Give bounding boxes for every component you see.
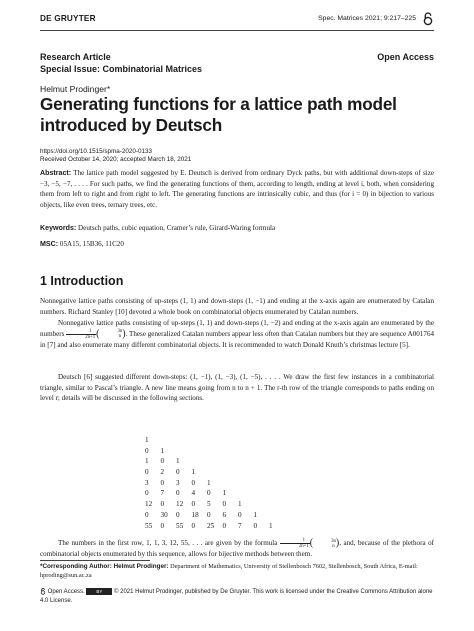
triangle-cell: 0: [145, 510, 149, 519]
open-access-text: Open Access.: [47, 589, 85, 596]
paragraph-4-text-a: The numbers in the first row, 1, 1, 3, 12, 55, . . . are given by the formula: [58, 539, 278, 548]
triangle-cell: 3: [145, 478, 149, 487]
triangle-row: [145, 468, 285, 479]
publisher-name: DE GRUYTER: [40, 14, 96, 23]
footnote-label: *Corresponding Author: Helmut Prodinger:: [40, 563, 169, 570]
msc-codes: [40, 240, 434, 248]
triangle-cell: 12: [145, 500, 153, 509]
triangle-cell: 0: [238, 510, 242, 519]
triangle-row: [145, 479, 285, 490]
paragraph-4-text-b: , and, because of the plethora of combinatorial objects enumerated by this sequence, allows for bijective methods between them.: [40, 539, 434, 558]
triangle-cell: 7: [238, 521, 242, 530]
triangle-cell: 25: [207, 521, 215, 530]
triangle-cell: 4: [191, 489, 196, 498]
keywords-text: Deutsch paths, cubic equation, Cramer’s rule, Girard-Waring formula: [78, 224, 276, 232]
triangle-cell: 3: [176, 478, 180, 487]
triangle-cell: 0: [207, 489, 211, 498]
triangle-cell: 0: [253, 521, 258, 530]
triangle-cell: 0: [160, 521, 165, 530]
formula-fraction-2: $\frac{1}{2n+1}$: [280, 538, 310, 549]
triangle-row: [145, 489, 285, 500]
license-line: [40, 588, 434, 605]
paragraph-2-text-b: . These generalized Catalan numbers appear less often than Catalan numbers but they are sequence A001764 in [7] and also enumerate many different combinatorial objects. It is recommended to watch Donald Knuth’s christmas lecture [5].: [40, 329, 434, 349]
abstract-label: Abstract:: [40, 169, 72, 177]
triangle-cell: 55: [145, 521, 153, 530]
open-access-icon-small: [40, 588, 46, 595]
triangle-cell: 12: [176, 500, 184, 509]
triangle-row: [145, 522, 285, 533]
triangle-cell: 0: [145, 489, 149, 498]
open-access-label: Open Access: [377, 52, 434, 62]
triangle-cell: 0: [145, 468, 149, 477]
triangle-cell: 0: [160, 500, 165, 509]
footnote: [40, 562, 434, 580]
msc-text: 05A15, 15B36, 11C20: [59, 240, 124, 248]
triangle-cell: 0: [176, 468, 180, 477]
author-name: Helmut Prodinger*: [40, 84, 111, 94]
triangle-cell: 0: [191, 500, 196, 509]
triangle-row: [145, 511, 285, 522]
paper-title: Generating functions for a lattice path model introduced by Deutsch: [40, 94, 397, 135]
triangle-cell: 0: [160, 478, 165, 487]
triangle-row: [145, 436, 285, 447]
triangle-cell: 30: [160, 510, 168, 519]
journal-reference: Spec. Matrices 2021; 9:217–225: [318, 15, 416, 22]
footnote-text: Department of Mathematics, University of Stellenbosch 7602, Stellenbosch, South Africa, E-mail: hproding@sun.ac.za: [40, 563, 418, 579]
formula-binomial-2: 3n n: [331, 538, 336, 549]
triangle-cell: 1: [207, 478, 211, 487]
triangle-cell: 18: [191, 510, 199, 519]
triangle-cell: 0: [207, 510, 211, 519]
triangle-cell: 0: [176, 510, 180, 519]
triangle-cell: 55: [176, 521, 184, 530]
license-text: © 2021 Helmut Prodinger, published by De Gruyter. This work is licensed under the Creative Commons Attribution alone 4.0 License.: [40, 589, 433, 604]
triangle-row: [145, 447, 285, 458]
keywords: [40, 224, 434, 232]
combinatorial-triangle: [145, 436, 285, 532]
footnote-divider: [40, 560, 150, 561]
msc-label: MSC:: [40, 240, 59, 248]
cc-license-badge[interactable]: BY: [86, 588, 112, 595]
intro-paragraph-2: Nonnegative lattice paths consisting of up-steps (1, 1) and down-steps (1, −2) and ending at the x-axis again are enumerated by the numbers $\frac{1}{2n+1}$ ( 3n n ). These generalized Catalan numbers appear less often than Catalan numbers but they are sequence A001764 in [7] and also enumerate many different combinatorial objects. It is recommended to watch Donald Knuth’s christmas lecture [5].: [40, 319, 434, 349]
triangle-cell: 0: [160, 457, 165, 466]
intro-paragraph-1: Nonnegative lattice paths consisting of up-steps (1, 1) and down-steps (1, −1) and ending at the x-axis again are enumerated by Catalan numbers. Richard Stanley [10] devoted a whole book on combinatorial objects enumerated by Catalan numbers.: [40, 297, 434, 316]
formula-binomial: 3n n: [117, 329, 123, 339]
triangle-cell: 0: [191, 521, 196, 530]
triangle-cell: 1: [145, 436, 149, 444]
triangle-row: [145, 500, 285, 511]
abstract: [40, 168, 434, 210]
triangle-cell: 7: [160, 489, 165, 498]
triangle-cell: 1: [176, 457, 180, 466]
triangle-cell: 1: [269, 521, 273, 530]
article-type: Research Article: [40, 52, 111, 62]
triangle-cell: 1: [145, 457, 149, 466]
intro-paragraph-4: The numbers in the first row, 1, 1, 3, 12, 55, . . . are given by the formula $\frac{1}{2n+1}$ ( 3n n ), and, because of the plethora of combinatorial objects enumerated by this sequence, allows for bijective methods between them.: [40, 537, 434, 558]
triangle-cell: 1: [238, 500, 242, 509]
special-issue: Special Issue: Combinatorial Matrices: [40, 63, 203, 74]
open-access-icon: [422, 12, 434, 26]
abstract-text: The lattice path model suggested by E. Deutsch is derived from ordinary Dyck paths, but with additional down-steps of size −3, −5, −7, . . . . For such paths, we find the generating functions of them, according to length, ending at level i, both, when considering them from left to right and from right to left. The generating functions are intrinsically cubic, and thus (for i = 0) in bijection to various objects, like even trees, ternary trees, etc.: [40, 169, 434, 209]
triangle-row: [145, 457, 285, 468]
triangle-cell: 1: [253, 510, 258, 519]
triangle-cell: 1: [160, 446, 165, 455]
article-meta: [40, 52, 202, 75]
received-dates: Received October 14, 2020; accepted March 18, 2021: [40, 156, 192, 163]
keywords-label: Keywords:: [40, 224, 77, 232]
triangle-cell: 2: [160, 468, 165, 477]
formula-fraction: $\frac{1}{2n+1}$: [66, 329, 96, 340]
triangle-cell: 0: [145, 446, 149, 455]
paragraph-2-text-a: Nonnegative lattice paths consisting of up-steps (1, 1) and down-steps (1, −2) and ending at the x-axis again are enumerated by the numbers: [40, 319, 434, 338]
triangle-cell: 1: [222, 489, 227, 498]
triangle-cell: 0: [191, 478, 196, 487]
triangle-cell: 0: [176, 489, 180, 498]
triangle-cell: 1: [191, 468, 196, 477]
triangle-cell: 0: [222, 521, 227, 530]
triangle-cell: 5: [207, 500, 211, 509]
intro-paragraph-3: Deutsch [6] suggested different down-steps: (1, −1), (1, −3), (1, −5), . . . . We draw the first few instances in a combinatorial triangle, similar to Pascal’s triangle. A new line means going from n to n + 1. The r-th row of the triangle corresponds to paths ending on level r; details will be discussed in the following sections.: [40, 373, 434, 402]
triangle-cell: 0: [222, 500, 227, 509]
doi-link[interactable]: https://doi.org/10.1515/spma-2020-0133: [40, 148, 153, 155]
running-header: [40, 10, 434, 31]
triangle-cell: 6: [222, 510, 227, 519]
section-heading: 1 Introduction: [40, 274, 124, 288]
